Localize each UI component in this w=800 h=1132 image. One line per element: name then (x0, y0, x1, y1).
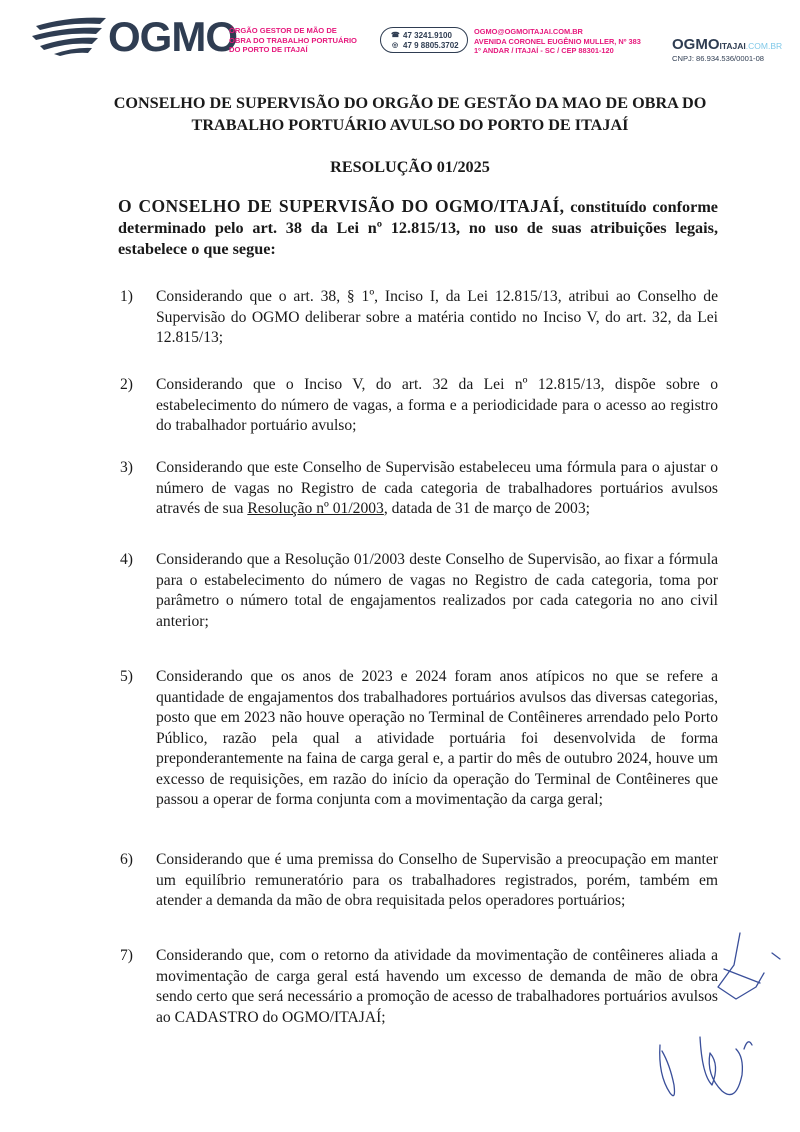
org-description-line: ÓRGÃO GESTOR DE MÃO DE (229, 26, 337, 35)
street-address: AVENIDA CORONEL EUGÊNIO MULLER, Nº 383 (474, 36, 641, 46)
item-number: 6) (120, 851, 133, 868)
item-number: 3) (120, 459, 133, 476)
org-description-line: OBRA DO TRABALHO PORTUÁRIO (229, 35, 357, 45)
list-item (120, 667, 718, 811)
list-item (120, 458, 718, 520)
list-item (120, 375, 718, 437)
whatsapp-icon: ◎ (391, 42, 399, 49)
ogmo-logo-text: OGMO (108, 13, 237, 60)
council-title (100, 92, 720, 136)
list-item (120, 850, 718, 912)
brand-sub: ITAJAI (719, 41, 746, 51)
item-text: Considerando que a Resolução 01/2003 deste Conselho de Supervisão, ao fixar a fórmula para o estabelecimento do número de vagas no Registro de cada categoria, toma por parâmetro o número total de engajamentos realizados por cada categoria no ano civil anterior; (156, 551, 718, 630)
contact-block (474, 27, 654, 56)
brand-right (672, 37, 782, 54)
preamble (118, 196, 718, 260)
item-text (156, 458, 718, 520)
item-number: 4) (120, 551, 133, 568)
brand-main: OGMO (672, 36, 720, 53)
city-address: 1º ANDAR / ITAJAÍ - SC / CEP 88301-120 (474, 46, 614, 56)
phone-number: 47 3241.9100 (403, 31, 452, 40)
resolution-number: RESOLUÇÃO 01/2025 (330, 158, 490, 176)
item-number: 7) (120, 947, 133, 964)
preamble-lead: O CONSELHO DE SUPERVISÃO DO OGMO/ITAJAÍ, (118, 196, 565, 216)
item-text-part: Considerando que este Conselho de Supervisão estabeleceu uma fórmula para o ajustar o número de vagas no Registro de cada categoria de trabalhadores portuários avulsos através de sua (156, 459, 718, 517)
item-text: Considerando que é uma premissa do Conselho de Supervisão a preocupação em manter um equilíbrio remuneratório para os trabalhadores registrados, porém, também em atender a demanda da mão de obra requisitada pelos operadores portuários; (156, 851, 718, 909)
list-item (120, 946, 718, 1028)
ogmo-logo-icon (30, 14, 108, 56)
whatsapp-number: 47 9 8805.3702 (403, 41, 459, 50)
list-item (120, 287, 718, 349)
item-number: 5) (120, 668, 133, 685)
item-number: 1) (120, 288, 133, 305)
item-text: Considerando que o Inciso V, do art. 32 da Lei nº 12.815/13, dispõe sobre o estabelecimento do número de vagas, a forma e a periodicidade para o acesso ao registro do trabalhador portuário avulso; (156, 376, 718, 434)
phone-icon: ☎ (391, 32, 400, 39)
council-title-line: TRABALHO PORTUÁRIO AVULSO DO PORTO DE ITAJAÍ (191, 116, 629, 134)
preamble-rest: constituído conforme determinado pelo art. 38 da Lei nº 12.815/13, no uso de suas atribuições legais, estabelece o que segue: (118, 198, 718, 258)
org-description (229, 26, 369, 55)
item-text: Considerando que o art. 38, § 1º, Inciso I, da Lei 12.815/13, atribui ao Conselho de Supervisão do OGMO deliberar sobre a matéria contido no Inciso V, do art. 32, da Lei 12.815/13; (156, 288, 718, 346)
org-description-line: DO PORTO DE ITAJAÍ (229, 45, 308, 54)
item-text-part: , datada de 31 de março de 2003; (383, 500, 590, 517)
item-number: 2) (120, 376, 133, 393)
phone-block (380, 27, 468, 53)
list-item (120, 550, 718, 632)
cnpj: CNPJ: 86.934.536/0001-08 (672, 54, 765, 63)
resolution-reference: Resolução nº 01/2003 (247, 500, 384, 517)
letterhead (0, 0, 800, 80)
handwritten-signature (640, 925, 790, 1115)
item-text: Considerando que, com o retorno da atividade da movimentação de contêineres aliada a movimentação de carga geral está havendo um excesso de demanda de mão de obra sendo certo que será necessário a promoção de acesso de trabalhadores portuários avulsos ao CADASTRO do OGMO/ITAJAÍ; (156, 947, 718, 1026)
brand-domain: .COM.BR (745, 41, 783, 51)
email-address: OGMO@OGMOITAJAI.COM.BR (474, 27, 583, 36)
council-title-line: CONSELHO DE SUPERVISÃO DO ORGÃO DE GESTÃO DA MAO DE OBRA DO (113, 94, 707, 112)
item-text: Considerando que os anos de 2023 e 2024 foram anos atípicos no que se refere a quantidade de engajamentos dos trabalhadores portuários avulsos das diversas categorias, posto que em 2023 não houve operação no Terminal de Contêineres arrendado pelo Porto Público, razão pela qual a atividade portuária foi desenvolvida de forma preponderantemente na faina de carga geral e, a partir do mês de outubro 2024, houve um excesso de requisições, em razão do início da operação do Terminal de Contêineres que passou a operar de forma conjunta com a movimentação da carga geral; (156, 668, 718, 808)
